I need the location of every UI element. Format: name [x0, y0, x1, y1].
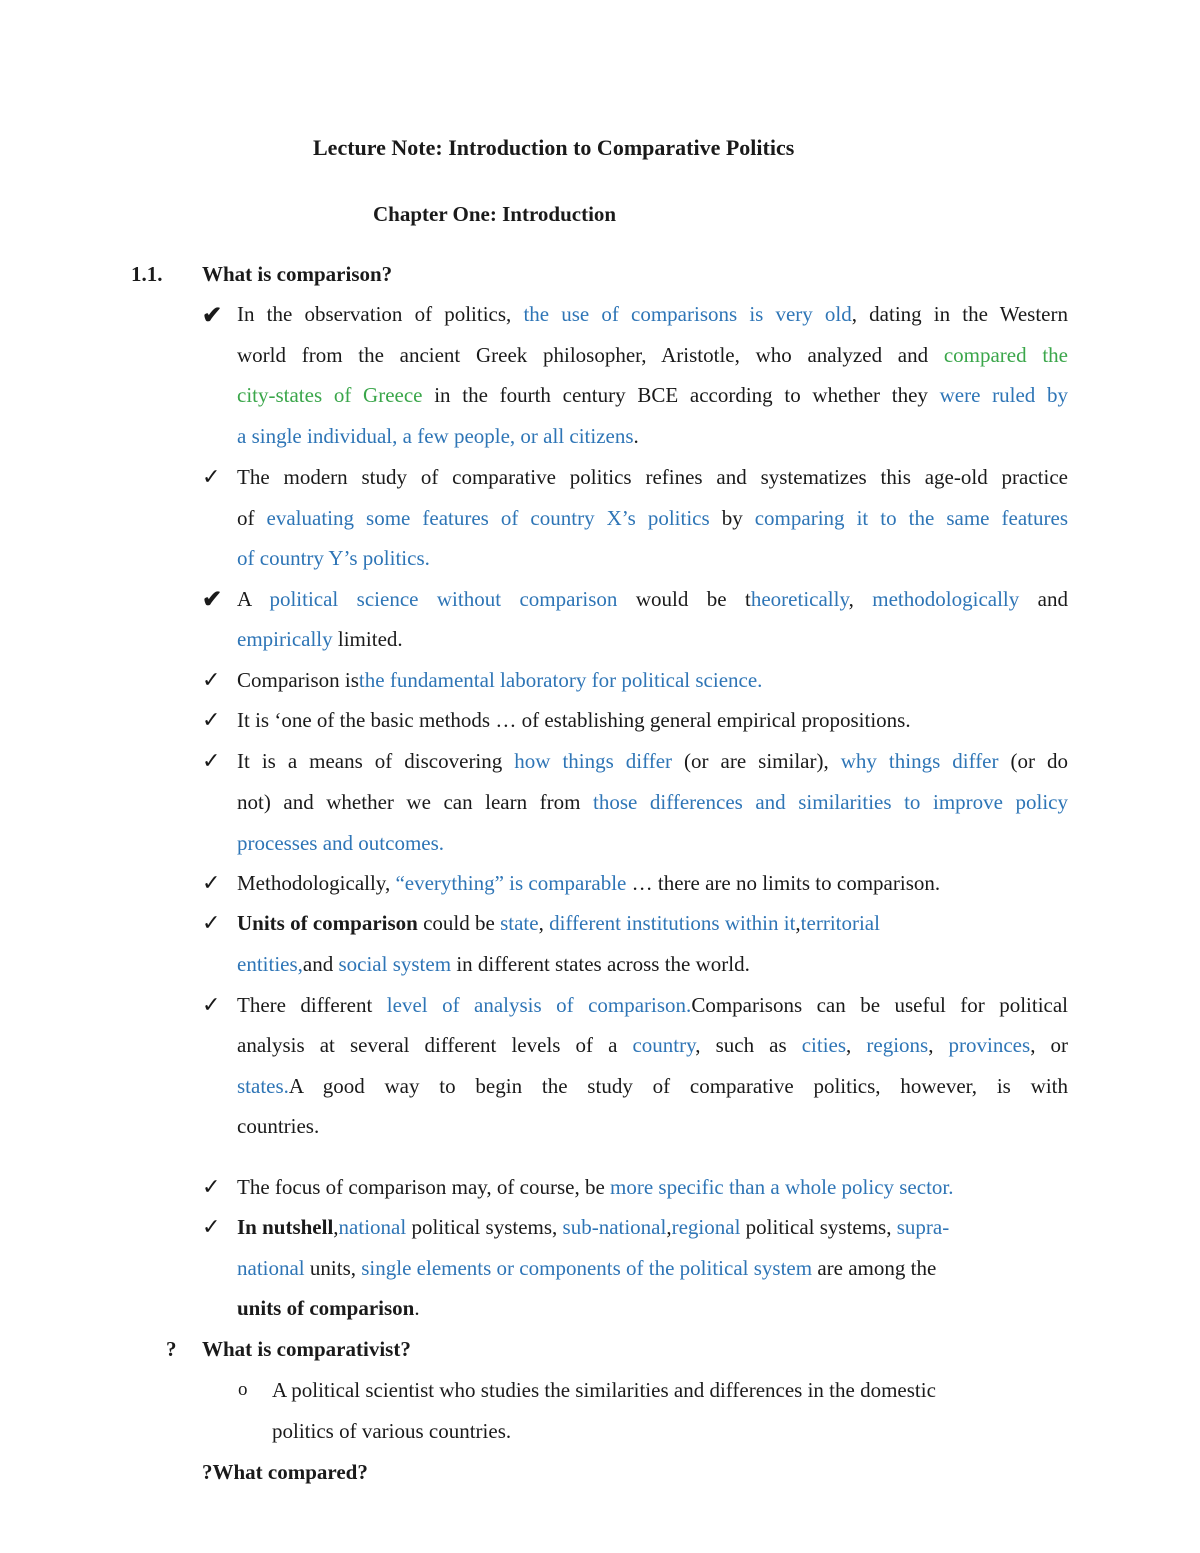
bullet-11-line-1: In nutshell,national political systems, sub-national,regional political systems, supra-: [237, 1215, 950, 1239]
bullet-11-line-3: units of comparison.: [237, 1296, 420, 1320]
question-mark-icon: ?: [166, 1337, 177, 1361]
check-mark-icon: ✓: [202, 667, 221, 692]
section-number: 1.1.: [131, 262, 163, 286]
check-mark-icon: ✔: [202, 303, 223, 329]
bullet-3-line-1: A political science without comparison would be theoretically, methodologically and: [237, 587, 1069, 611]
bullet-2-line-1: The modern study of comparative politics refines and systematizes this age-old practice: [237, 465, 1068, 489]
bullet-9-line-3: states.A good way to begin the study of comparative politics, however, is with: [237, 1074, 1068, 1098]
bullet-2-line-3: of country Y’s politics.: [237, 546, 430, 570]
document-title: Lecture Note: Introduction to Comparative Politics: [313, 135, 795, 160]
bullet-5-line-1: It is ‘one of the basic methods … of establishing general empirical propositions.: [237, 708, 911, 732]
bullet-1-line-3: city-states of Greece in the fourth century BCE according to whether they were ruled by: [237, 383, 1068, 407]
bullet-3-line-2: empirically limited.: [237, 627, 403, 651]
section-heading: What is comparison?: [202, 262, 393, 286]
bullet-8-line-2: entities,and social system in different states across the world.: [237, 952, 750, 976]
bullet-1-line-2: world from the ancient Greek philosopher, Aristotle, who analyzed and compared the: [237, 343, 1068, 367]
check-mark-icon: ✓: [202, 464, 221, 489]
question-1-heading: What is comparativist?: [202, 1337, 411, 1361]
circle-bullet-icon: o: [238, 1379, 248, 1400]
check-mark-icon: ✓: [202, 910, 221, 935]
bullet-11-line-2: national units, single elements or components of the political system are among the: [237, 1256, 937, 1280]
check-mark-icon: ✓: [202, 1174, 221, 1199]
bullet-1-line-1: In the observation of politics, the use of comparisons is very old, dating in the Western: [237, 302, 1068, 326]
bullet-9-line-1: There different level of analysis of comparison.Comparisons can be useful for political: [237, 993, 1069, 1017]
bullet-2-line-2: of evaluating some features of country X’s politics by comparing it to the same features: [237, 506, 1068, 530]
check-mark-icon: ✓: [202, 1214, 221, 1239]
bullet-7-line-1: Methodologically, “everything” is comparable … there are no limits to comparison.: [237, 871, 941, 895]
question-2-heading: ?What compared?: [202, 1460, 368, 1484]
chapter-heading: Chapter One: Introduction: [373, 202, 617, 226]
bullet-8-line-1: Units of comparison could be state, different institutions within it,territorial: [237, 911, 880, 935]
bullet-9-line-4: countries.: [237, 1114, 320, 1138]
check-mark-icon: ✓: [202, 870, 221, 895]
bullet-4-line-1: Comparison isthe fundamental laboratory for political science.: [237, 668, 763, 692]
bullet-6-line-3: processes and outcomes.: [237, 831, 445, 855]
check-mark-icon: ✔: [202, 587, 223, 613]
check-mark-icon: ✓: [202, 707, 221, 732]
question-1-answer-line-1: A political scientist who studies the similarities and differences in the domestic: [272, 1378, 936, 1402]
bullet-1-line-4: a single individual, a few people, or all citizens.: [237, 424, 639, 448]
question-1-answer-line-2: politics of various countries.: [272, 1419, 512, 1443]
bullet-6-line-1: It is a means of discovering how things differ (or are similar), why things differ (or do: [237, 749, 1068, 773]
bullet-9-line-2: analysis at several different levels of a country, such as cities, regions, provinces, or: [237, 1033, 1069, 1057]
bullet-10-line-1: The focus of comparison may, of course, be more specific than a whole policy sector.: [237, 1175, 954, 1199]
check-mark-icon: ✓: [202, 992, 221, 1017]
bullet-6-line-2: not) and whether we can learn from those differences and similarities to improve policy: [237, 790, 1069, 814]
check-mark-icon: ✓: [202, 748, 221, 773]
